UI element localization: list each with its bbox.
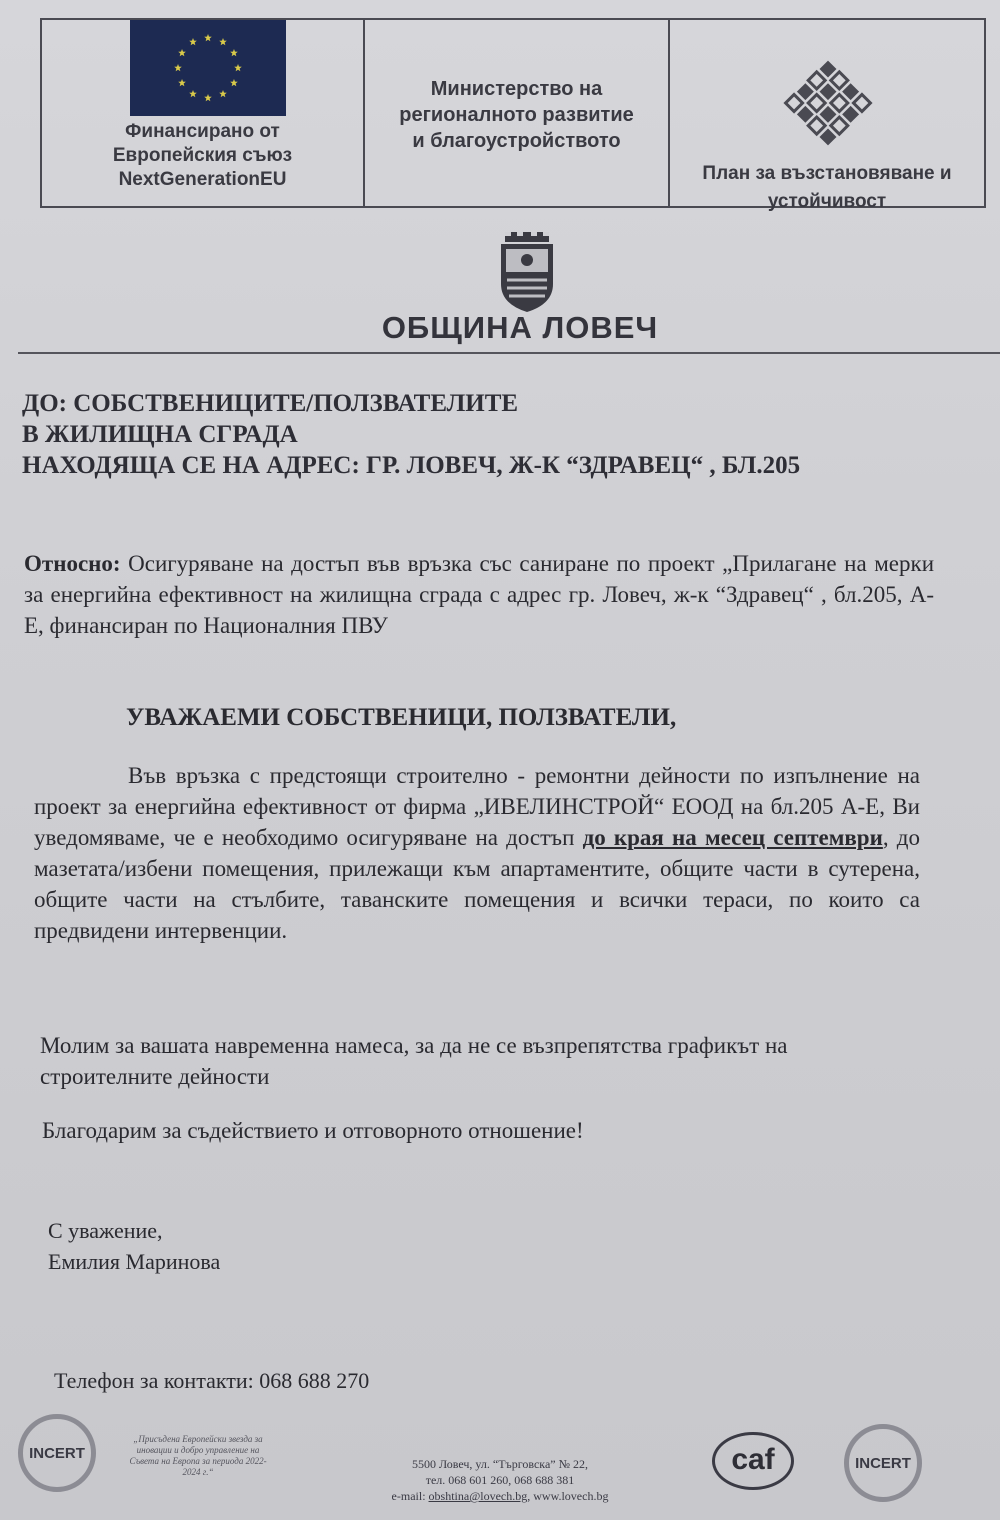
ministry-cell <box>365 20 670 206</box>
eu-line-1: Финансирано от <box>125 121 280 142</box>
recovery-plan-logo-icon <box>773 48 883 158</box>
body-paragraph <box>34 760 920 946</box>
municipality-title: ОБЩИНА ЛОВЕЧ <box>381 310 659 345</box>
contact-phone: Телефон за контакти: 068 688 270 <box>54 1368 370 1393</box>
footer-phones: тел. 068 601 260, 068 688 381 <box>425 1473 575 1487</box>
incert-logo-left: INCERT <box>18 1414 96 1492</box>
address-line-3: НАХОДЯЩА СЕ НА АДРЕС: ГР. ЛОВЕЧ, Ж-К “ЗДРАВЕЦ“ , БЛ.205 <box>22 452 801 479</box>
recovery-plan-cell <box>670 20 984 212</box>
eu-line-3: NextGenerationEU <box>118 169 287 190</box>
recipient-address <box>22 388 800 481</box>
thanks-paragraph: Благодарим за съдействието и отговорното отношение! <box>42 1118 584 1143</box>
ministry-line-3: и благоустройството <box>412 130 621 152</box>
signature-name: Емилия Маринова <box>48 1249 221 1274</box>
header-logo-table <box>40 18 986 212</box>
lovech-coat-of-arms-icon <box>497 232 557 314</box>
body-text-part-2: , до мазетата/избени помещения, прилежащи към апартаментите, общите части в сутерена, общите части на стълбите, таванските помещения и всички тераси, по които са предвидени интервенции. <box>34 825 920 943</box>
body-text-part-1: Във връзка с предстоящи строително - ремонтни дейности по изпълнение на проект за енергийна ефективност от фирма „ИВЕЛИНСТРОЙ“ ЕООД на бл.205 А-Е, Ви уведомяваме, че е необходимо осигуряване на достъп <box>34 763 920 850</box>
signature-block <box>48 1215 220 1277</box>
request-paragraph: Молим за вашата навременна намеса, за да не се възпрепятства графикът на строителните дейности <box>40 1033 788 1089</box>
header-divider <box>18 352 1000 354</box>
footer-web: , www.lovech.bg <box>527 1489 609 1503</box>
eu-line-2: Европейския съюз <box>112 145 293 166</box>
plan-line-2: устойчивост <box>767 191 887 212</box>
plan-line-1: План за възстановяване и <box>702 163 952 184</box>
incert-logo-right: INCERT <box>844 1424 922 1502</box>
eu-flag-icon <box>130 20 286 116</box>
address-line-1: ДО: СОБСТВЕНИЦИТЕ/ПОЛЗВАТЕЛИТЕ <box>22 390 519 417</box>
subject-label: Относно: <box>24 551 121 576</box>
address-line-2: В ЖИЛИЩНА СГРАДА <box>22 421 298 448</box>
recovery-plan-text <box>670 160 984 216</box>
footer-address: 5500 Ловеч, ул. “Търговска” № 22, <box>411 1457 589 1471</box>
signature-closing: С уважение, <box>48 1218 163 1243</box>
footer-contacts <box>340 1456 660 1504</box>
eu-funding-cell <box>42 20 365 206</box>
deadline-text: до края на месец септември <box>582 825 883 850</box>
subject-text: Осигуряване на достъп във връзка със саниране по проект „Прилагане на мерки за енергийна ефективност на жилищна сграда с адрес гр. Ловеч, ж-к “Здравец“ , бл.205, А- Е, финансиран по Националния ПВУ <box>24 551 934 638</box>
award-quote: „Присъдена Европейски звезда за иновации и добро управление на Съвета на Европа за периода 2022-2024 г.“ <box>129 1434 267 1477</box>
footer-email-link[interactable]: obshtina@lovech.bg <box>428 1489 528 1503</box>
subject-paragraph <box>24 548 934 641</box>
ministry-line-1: Министерство на <box>430 78 603 100</box>
footer-email-line <box>340 1488 660 1504</box>
caf-logo: caf <box>712 1432 794 1490</box>
greeting: УВАЖАЕМИ СОБСТВЕНИЦИ, ПОЛЗВАТЕЛИ, <box>126 704 677 731</box>
ministry-line-2: регионалното развитие <box>399 104 634 126</box>
ministry-name <box>365 76 668 154</box>
eu-funding-text <box>42 120 363 192</box>
footer-email-prefix: e-mail: <box>391 1489 429 1503</box>
